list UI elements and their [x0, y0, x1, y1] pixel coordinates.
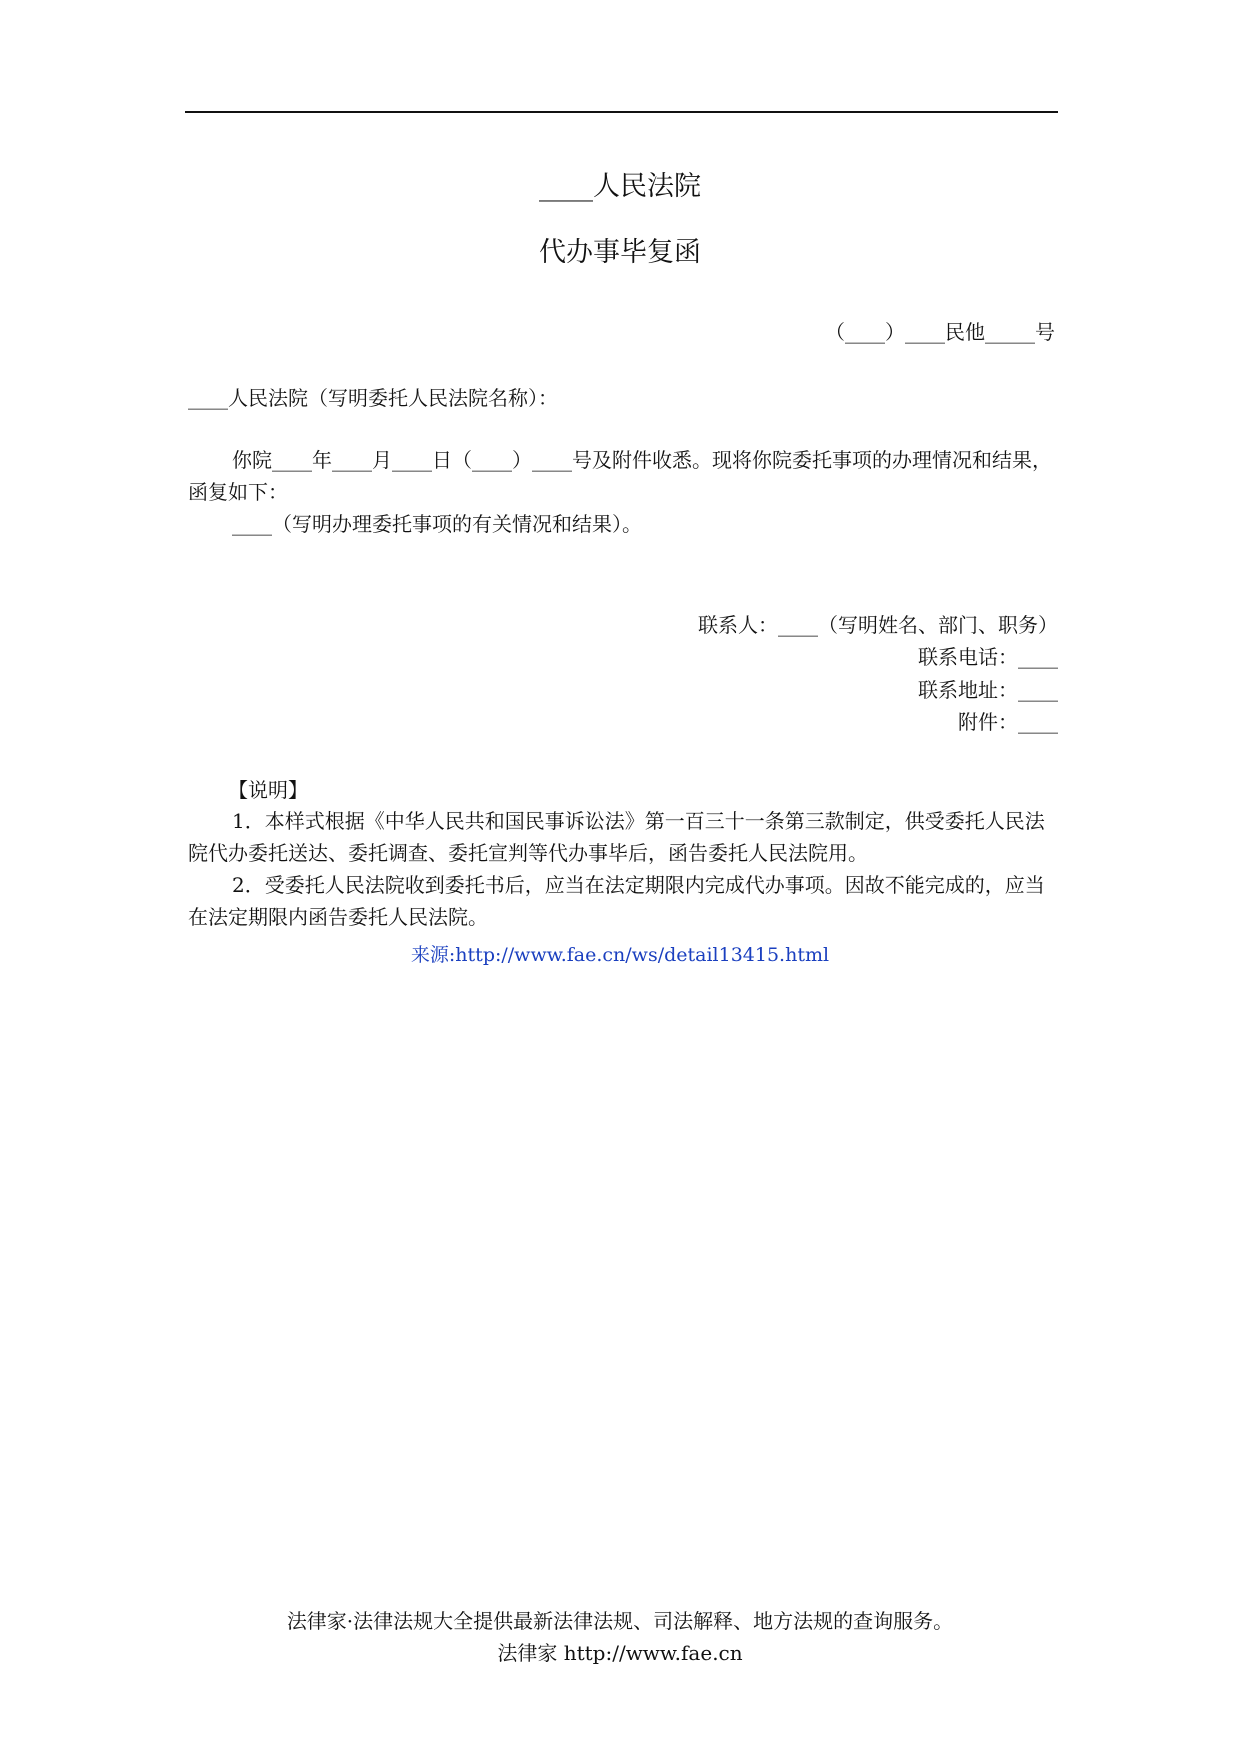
- contact-person: 联系人：____（写明姓名、部门、职务）: [698, 613, 1058, 637]
- contact-phone: 联系电话：____: [918, 645, 1058, 669]
- note-item-2: 2．受委托人民法院收到委托书后，应当在法定期限内完成代办事项。因故不能完成的，应当在法定期限内函告委托人民法院。: [188, 873, 1045, 929]
- notes-heading: 【说明】: [228, 778, 308, 802]
- body-paragraph-2: ____（写明办理委托事项的有关情况和结果）。: [232, 512, 642, 536]
- note-item-1: 1．本样式根据《中华人民共和国民事诉讼法》第一百三十一条第三款制定，供受委托人民法院代办委托送达、委托调查、委托宣判等代办事毕后，函告委托人民法院用。: [188, 809, 1045, 865]
- footer-site-link[interactable]: 法律家 http://www.fae.cn: [497, 1641, 743, 1665]
- source-link[interactable]: 来源:http://www.fae.cn/ws/detail13415.html: [410, 944, 830, 966]
- document-title: 代办事毕复函: [539, 237, 701, 268]
- case-number: （____）____民他_____号: [825, 320, 1055, 344]
- attachment-line: 附件：____: [958, 710, 1058, 734]
- court-title: ____人民法院: [539, 171, 701, 202]
- addressee: ____人民法院（写明委托人民法院名称）：: [188, 386, 558, 410]
- header-rule: [185, 111, 1058, 113]
- contact-address: 联系地址：____: [918, 678, 1058, 702]
- body-paragraph-1: 你院____年____月____日（____）____号及附件收悉。现将你院委托事项的办理情况和结果，函复如下：: [188, 448, 1052, 504]
- footer-description: 法律家·法律法规大全提供最新法律法规、司法解释、地方法规的查询服务。: [286, 1609, 954, 1633]
